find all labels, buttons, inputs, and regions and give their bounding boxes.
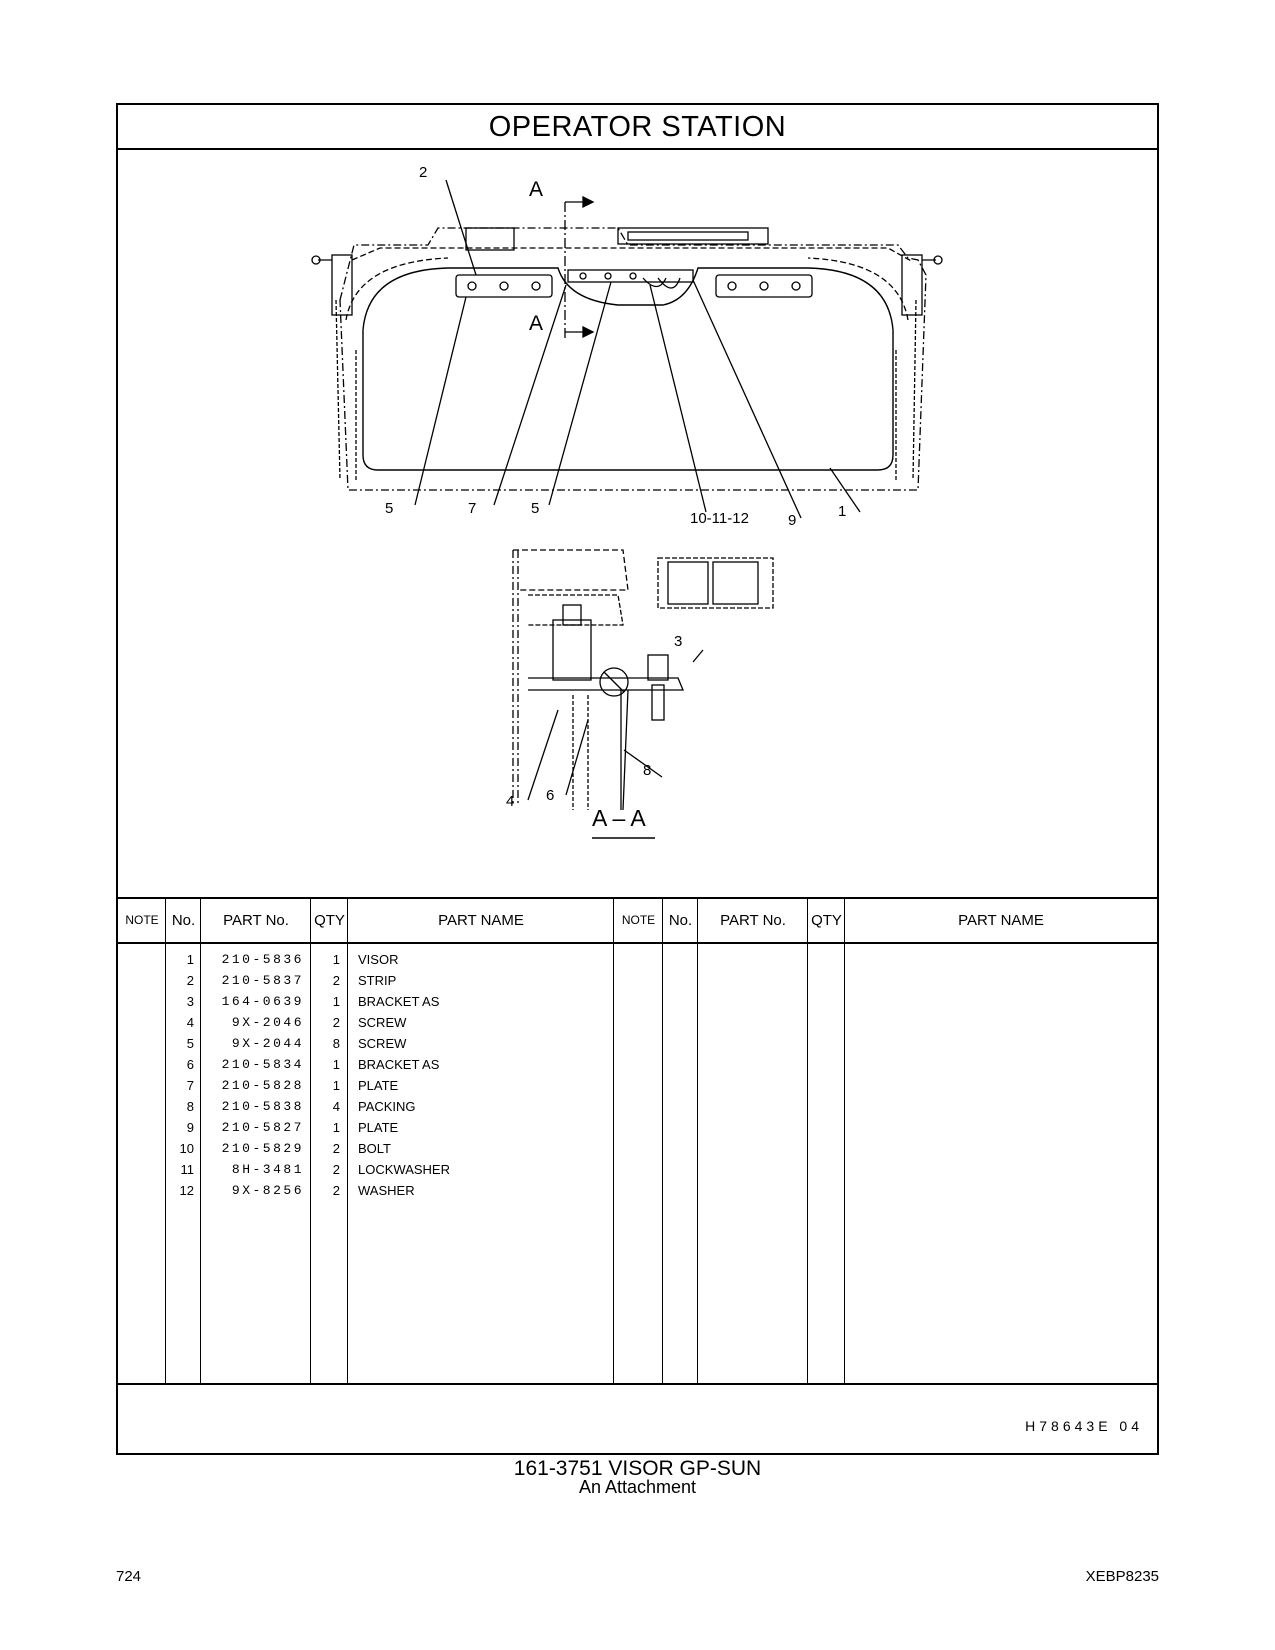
row-item-number: 11 [180, 1162, 194, 1177]
parts-illustration [118, 150, 1157, 900]
row-part-number: 9X-2044 [231, 1036, 304, 1051]
row-part-name: BOLT [358, 1141, 391, 1156]
row-part-number: 210-5829 [221, 1141, 304, 1156]
row-quantity: 2 [332, 973, 340, 988]
document-code: XEBP8235 [1085, 1568, 1159, 1585]
row-part-name: PLATE [358, 1120, 399, 1135]
col-part-no-right: PART No. [720, 912, 786, 929]
col-qty-right: QTY [811, 912, 842, 929]
row-item-number: 5 [186, 1036, 194, 1051]
section-marker-a-top: A [529, 178, 544, 201]
col-part-name-right: PART NAME [958, 912, 1044, 929]
callout-8: 8 [643, 762, 652, 779]
row-quantity: 2 [332, 1162, 340, 1177]
row-quantity: 1 [332, 1057, 340, 1072]
callout-5-left: 5 [385, 500, 394, 517]
row-part-number: 8H-3481 [231, 1162, 304, 1177]
row-part-name: BRACKET AS [358, 1057, 440, 1072]
row-part-name: LOCKWASHER [358, 1162, 450, 1177]
row-quantity: 2 [332, 1183, 340, 1198]
row-item-number: 12 [179, 1183, 194, 1198]
row-quantity: 1 [332, 994, 340, 1009]
row-quantity: 2 [332, 1015, 340, 1030]
row-item-number: 1 [186, 952, 194, 967]
row-quantity: 1 [332, 952, 340, 967]
row-part-name: VISOR [358, 952, 399, 967]
illustration-code: H78643E 04 [1025, 1418, 1143, 1434]
section-marker-a-bottom: A [529, 312, 544, 335]
callout-4: 4 [506, 793, 515, 810]
row-quantity: 2 [332, 1141, 340, 1156]
callout-6: 6 [546, 787, 555, 804]
row-part-number: 210-5837 [221, 973, 304, 988]
page-number: 724 [116, 1568, 142, 1585]
callout-3: 3 [674, 633, 683, 650]
row-item-number: 2 [186, 973, 194, 988]
col-note: NOTE [125, 913, 159, 927]
row-quantity: 1 [332, 1078, 340, 1093]
row-part-number: 210-5838 [221, 1099, 304, 1114]
callout-7: 7 [468, 500, 477, 517]
row-part-name: SCREW [358, 1036, 407, 1051]
parts-table-body [118, 944, 1157, 1385]
visor-exploded-drawing [118, 150, 1157, 900]
group-subtitle: An Attachment [578, 1477, 697, 1497]
row-item-number: 9 [186, 1120, 194, 1135]
row-part-number: 164-0639 [221, 994, 304, 1009]
row-item-number: 6 [186, 1057, 194, 1072]
row-quantity: 4 [332, 1099, 340, 1114]
row-part-number: 210-5827 [221, 1120, 304, 1135]
row-part-name: WASHER [358, 1183, 415, 1198]
row-part-number: 9X-2046 [231, 1015, 304, 1030]
section-label-a-a: A – A [592, 805, 646, 831]
row-item-number: 3 [186, 994, 194, 1009]
row-item-number: 10 [179, 1141, 194, 1156]
page-title: OPERATOR STATION [118, 105, 1157, 150]
col-note-right: NOTE [621, 913, 656, 927]
callout-2: 2 [419, 164, 428, 181]
col-part-name: PART NAME [438, 912, 524, 929]
row-quantity: 1 [332, 1120, 340, 1135]
row-part-number: 210-5834 [221, 1057, 304, 1072]
group-title: 161-3751 VISOR GP-SUN [513, 1457, 762, 1480]
row-part-number: 210-5836 [221, 952, 304, 967]
callout-9: 9 [788, 512, 797, 529]
row-quantity: 8 [332, 1036, 340, 1051]
row-part-name: PACKING [358, 1099, 416, 1114]
row-part-name: SCREW [358, 1015, 407, 1030]
row-part-name: STRIP [358, 973, 397, 988]
col-no-right: No. [668, 912, 693, 929]
row-item-number: 7 [186, 1078, 194, 1093]
parts-table-header [118, 897, 1157, 944]
callout-1: 1 [838, 503, 847, 520]
row-part-name: PLATE [358, 1078, 399, 1093]
parts-page-frame [116, 103, 1159, 1455]
col-no: No. [171, 912, 196, 929]
col-qty: QTY [314, 912, 345, 929]
col-part-no: PART No. [223, 912, 289, 929]
row-part-number: 210-5828 [221, 1078, 304, 1093]
row-part-name: BRACKET AS [358, 994, 440, 1009]
row-item-number: 4 [186, 1015, 194, 1030]
callout-5-center: 5 [531, 500, 540, 517]
row-item-number: 8 [186, 1099, 194, 1114]
callout-10-11-12: 10-11-12 [690, 510, 749, 527]
row-part-number: 9X-8256 [231, 1183, 304, 1198]
